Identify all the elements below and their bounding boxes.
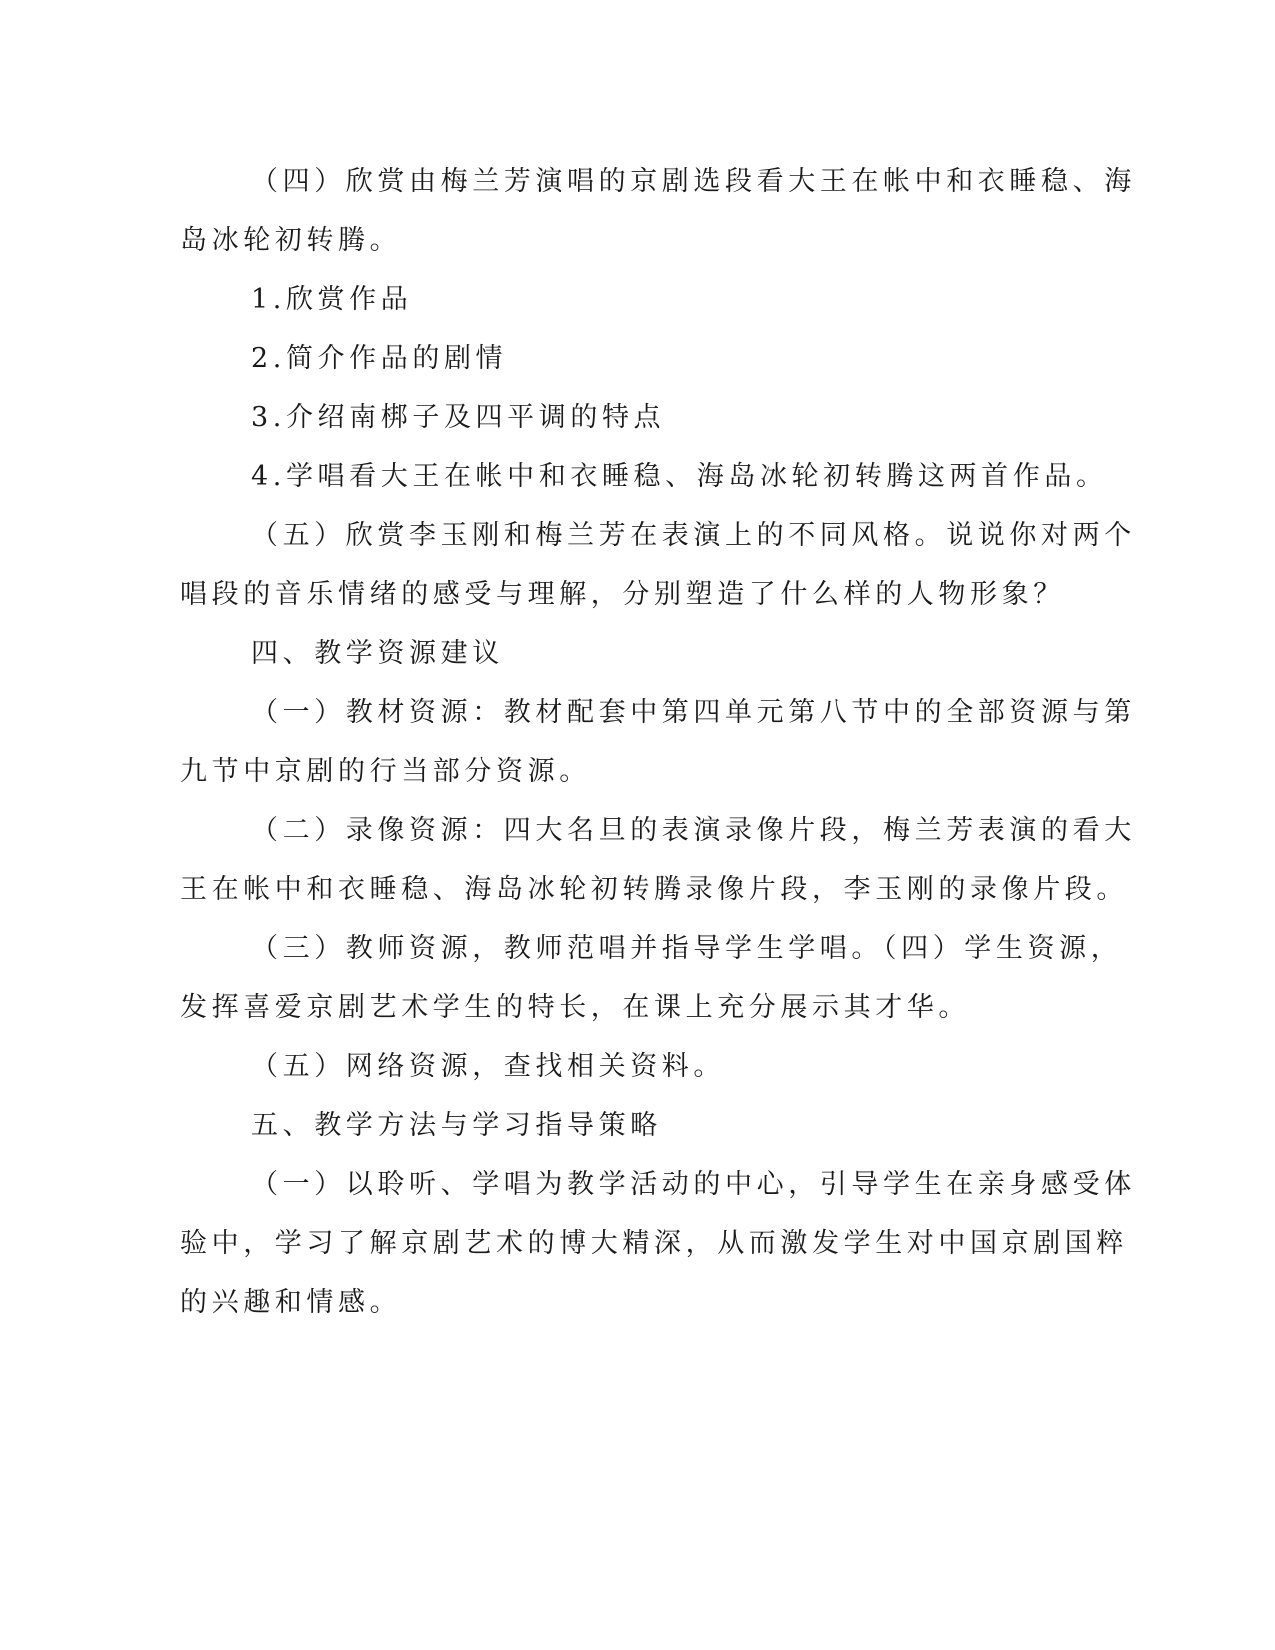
text-line: 验中，学习了解京剧艺术的博大精深，从而激发学生对中国京剧国粹 [180, 1228, 1128, 1259]
text-line: （一）以聆听、学唱为教学活动的中心，引导学生在亲身感受体 [251, 1169, 1136, 1200]
text-line: （五）网络资源，查找相关资料。 [251, 1051, 725, 1082]
text-line: 岛冰轮初转腾。 [180, 225, 402, 256]
text-line: 的兴趣和情感。 [180, 1287, 402, 1318]
text-line: （四）欣赏由梅兰芳演唱的京剧选段看大王在帐中和衣睡稳、海 [251, 166, 1136, 197]
text-line: 五、教学方法与学习指导策略 [251, 1110, 662, 1141]
document-page [180, 158, 1136, 1338]
text-line: 九节中京剧的行当部分资源。 [180, 756, 591, 787]
text-line: 4.学唱看大王在帐中和衣睡稳、海岛冰轮初转腾这两首作品。 [251, 461, 1108, 492]
text-line: （五）欣赏李玉刚和梅兰芳在表演上的不同风格。说说你对两个 [251, 520, 1136, 551]
text-line: 2.简介作品的剧情 [251, 343, 508, 374]
text-line: 1.欣赏作品 [251, 284, 413, 315]
text-line: （三）教师资源，教师范唱并指导学生学唱。（四）学生资源， [251, 933, 1123, 964]
text-line: 3.介绍南梆子及四平调的特点 [251, 402, 666, 433]
text-line: 四、教学资源建议 [251, 638, 504, 669]
text-line: （一）教材资源：教材配套中第四单元第八节中的全部资源与第 [251, 697, 1136, 728]
text-line: （二）录像资源：四大名旦的表演录像片段，梅兰芳表演的看大 [251, 815, 1136, 846]
text-line: 发挥喜爱京剧艺术学生的特长，在课上充分展示其才华。 [180, 992, 970, 1023]
text-line: 王在帐中和衣睡稳、海岛冰轮初转腾录像片段，李玉刚的录像片段。 [180, 874, 1128, 905]
text-line: 唱段的音乐情绪的感受与理解，分别塑造了什么样的人物形象？ [180, 579, 1065, 610]
